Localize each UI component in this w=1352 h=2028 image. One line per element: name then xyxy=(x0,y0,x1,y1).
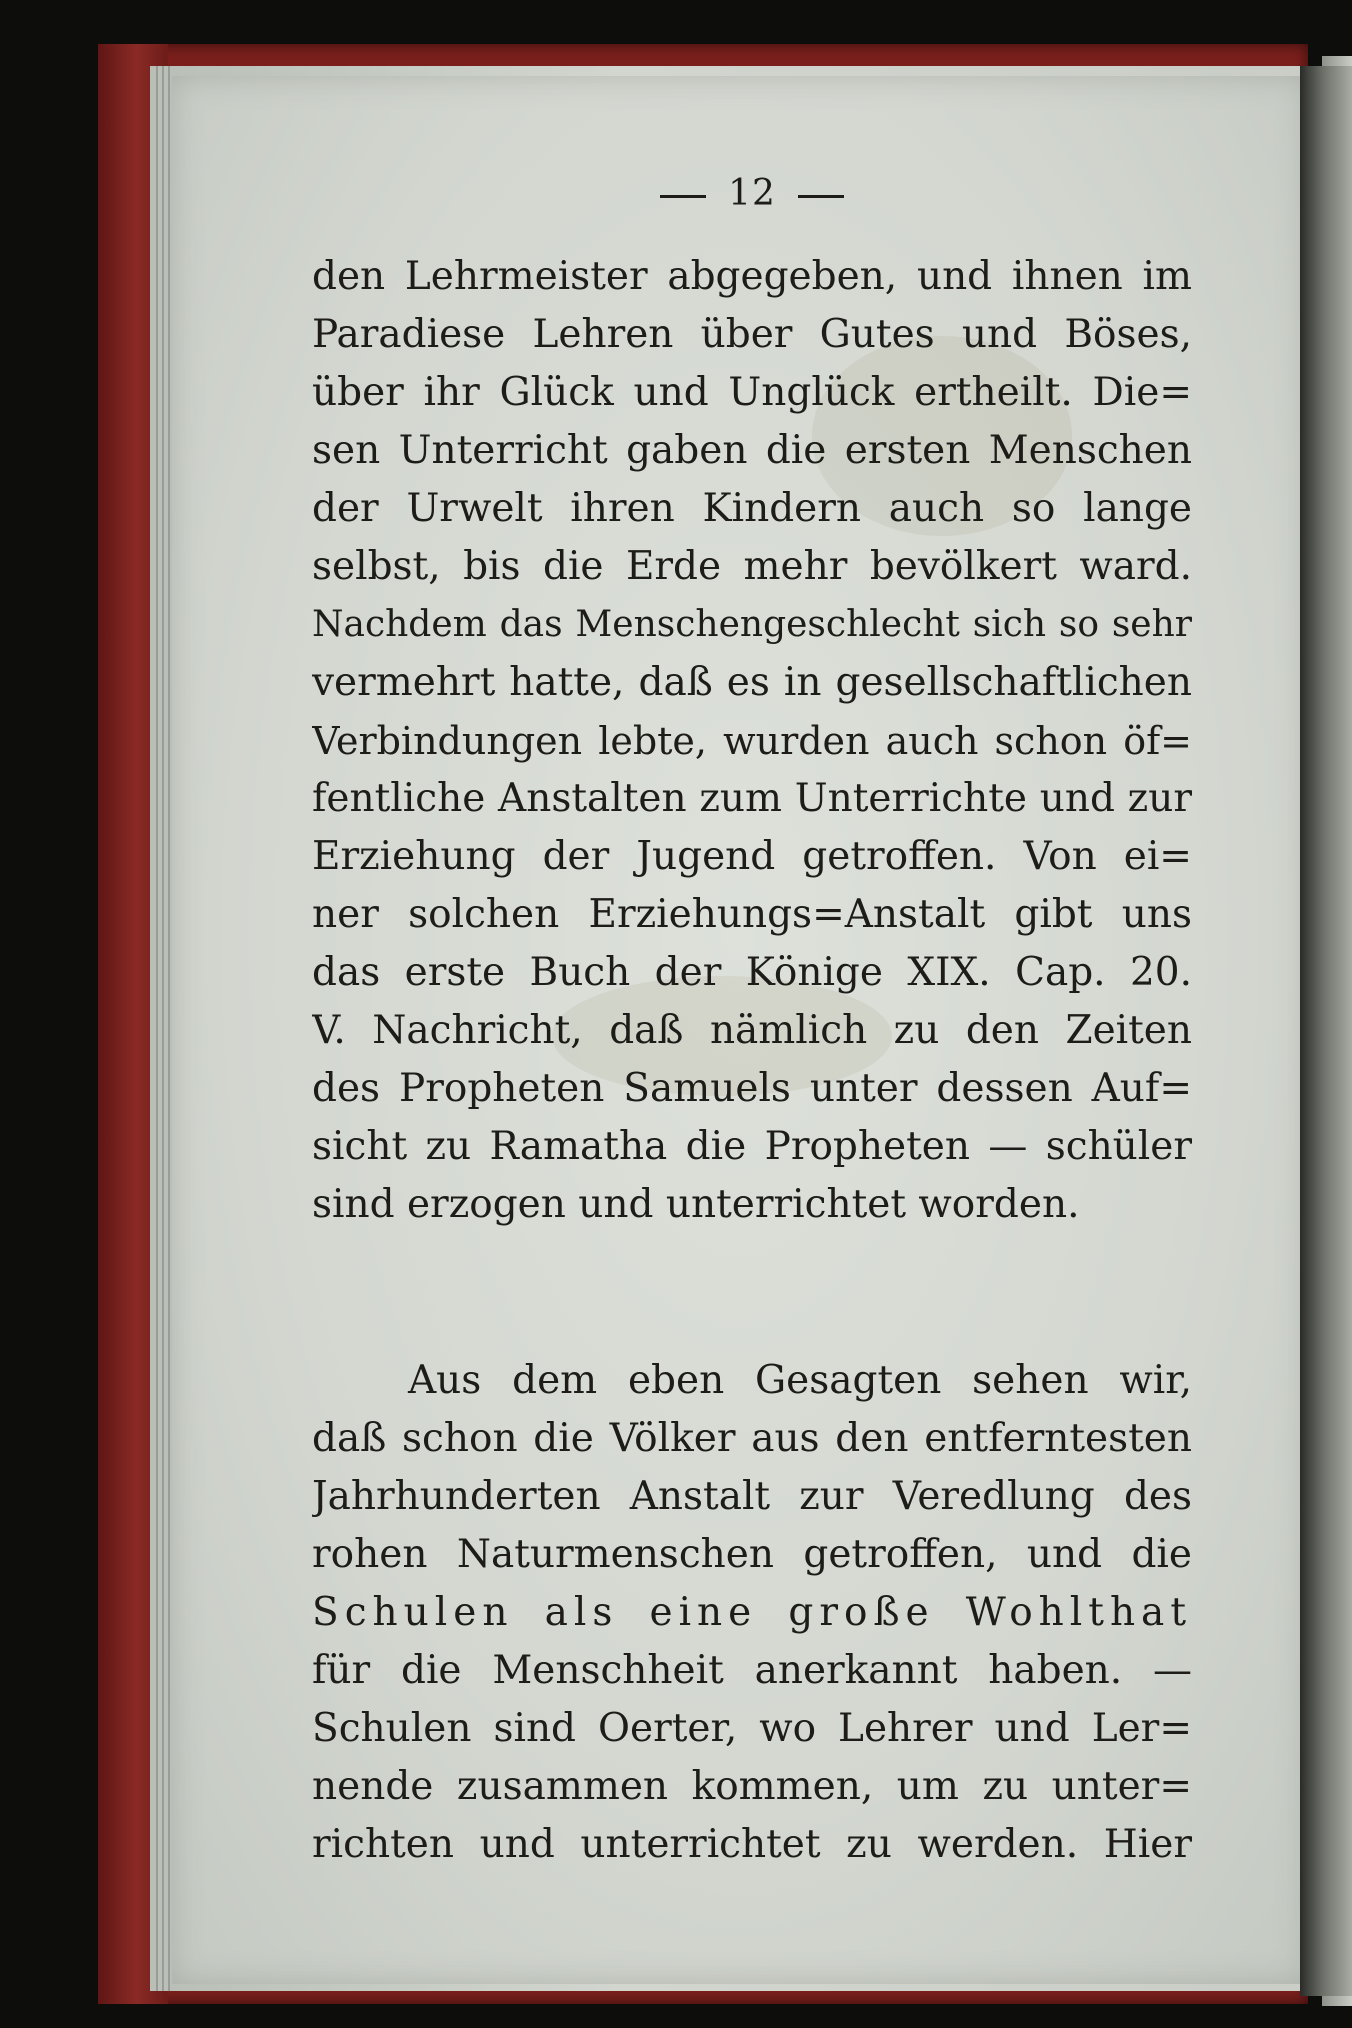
text-line: richten und unterrichtet zu werden. Hier xyxy=(312,1822,1192,1867)
text-line: des Propheten Samuels unter dessen Auf= xyxy=(312,1066,1192,1111)
text-line: Jahrhunderten Anstalt zur Veredlung des xyxy=(312,1474,1192,1519)
text-line: Nachdem das Menschengeschlecht sich so sehr xyxy=(312,604,1192,645)
page-number-dash xyxy=(660,195,706,198)
text-line: selbst, bis die Erde mehr bevölkert ward. xyxy=(312,544,1192,589)
text-line: vermehrt hatte, daß es in gesellschaftlichen xyxy=(312,660,1192,705)
text-line: für die Menschheit anerkannt haben. — xyxy=(312,1648,1192,1693)
text-line: daß schon die Völker aus den entferntesten xyxy=(312,1416,1192,1461)
text-line: ner solchen Erziehungs=Anstalt gibt uns xyxy=(312,892,1192,937)
text-line: Schulen als eine große Wohlthat xyxy=(312,1590,1192,1635)
text-line: Paradiese Lehren über Gutes und Böses, xyxy=(312,312,1192,357)
book-gutter xyxy=(1300,66,1352,1996)
text-line: Aus dem eben Gesagten sehen wir, xyxy=(408,1358,1192,1403)
text-line: Erziehung der Jugend getroffen. Von ei= xyxy=(312,834,1192,879)
text-line: nende zusammen kommen, um zu unter= xyxy=(312,1764,1192,1809)
text-line: Verbindungen lebte, wurden auch schon öf= xyxy=(312,719,1192,763)
text-line: sicht zu Ramatha die Propheten — schüler xyxy=(312,1124,1192,1169)
text-line: Schulen sind Oerter, wo Lehrer und Ler= xyxy=(312,1706,1192,1751)
text-line: über ihr Glück und Unglück ertheilt. Die= xyxy=(312,370,1192,415)
page-edge-line xyxy=(156,66,158,1991)
page-number-header xyxy=(312,172,1192,216)
text-line: fentliche Anstalten zum Unterrichte und zur xyxy=(312,776,1192,821)
text-line: sen Unterricht gaben die ersten Menschen xyxy=(312,428,1192,473)
page-number: 12 xyxy=(728,173,776,214)
page-edge-line xyxy=(168,66,170,1991)
page-edge-line xyxy=(162,66,164,1991)
text-line: den Lehrmeister abgegeben, und ihnen im xyxy=(312,254,1192,299)
text-line: sind erzogen und unterrichtet worden. xyxy=(312,1182,1080,1227)
text-line: rohen Naturmenschen getroffen, und die xyxy=(312,1532,1192,1577)
text-line: der Urwelt ihren Kindern auch so lange xyxy=(312,486,1192,531)
text-line: V. Nachricht, daß nämlich zu den Zeiten xyxy=(312,1008,1192,1053)
page-number-dash xyxy=(798,195,844,198)
text-line: das erste Buch der Könige XIX. Cap. 20. xyxy=(312,950,1192,995)
